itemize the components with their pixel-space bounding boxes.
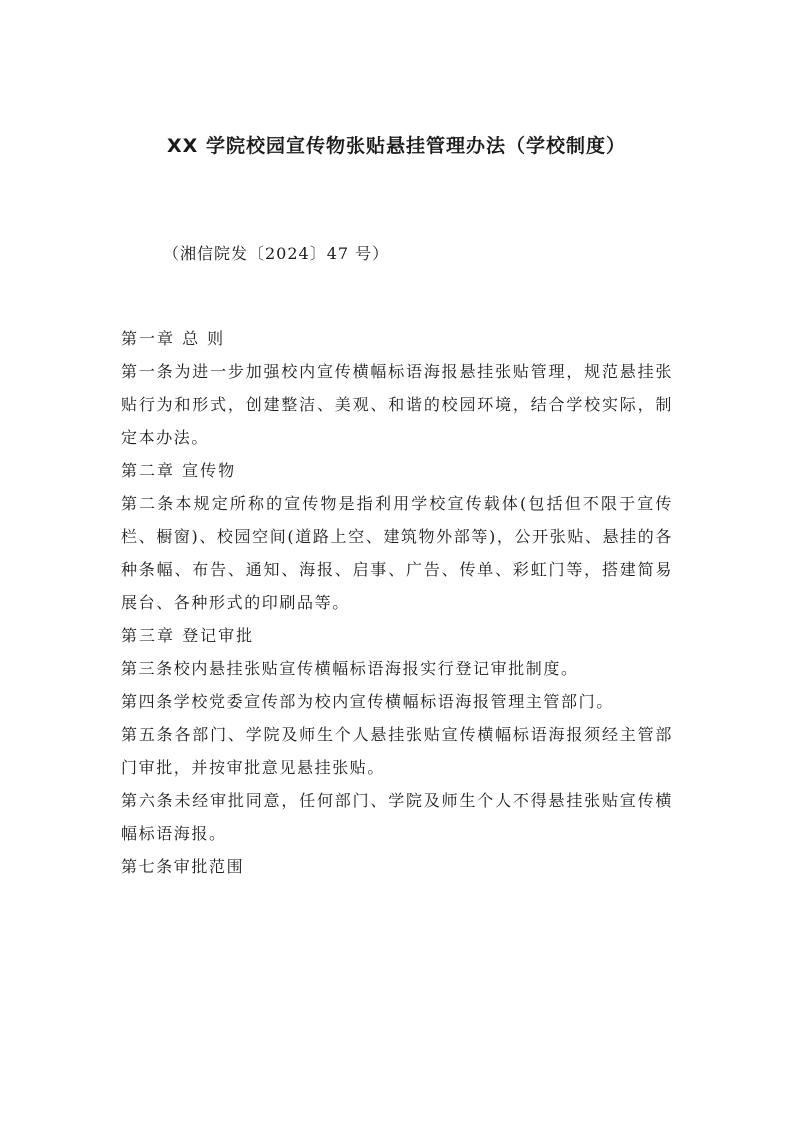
article-paragraph: 第四条学校党委宣传部为校内宣传横幅标语海报管理主管部门。 xyxy=(121,692,614,711)
document-title: XX 学院校园宣传物张贴悬挂管理办法（学校制度） xyxy=(167,135,626,157)
article-paragraph: 第七条审批范围 xyxy=(121,857,245,876)
document-body xyxy=(121,322,673,883)
chapter-heading: 第二章 宣传物 xyxy=(121,461,237,480)
article-paragraph: 第五条各部门、学院及师生个人悬挂张贴宣传横幅标语海报须经主管部门审批，并按审批意见悬挂张贴。 xyxy=(121,725,673,777)
document-number: （湘信院发〔2024〕47 号） xyxy=(163,244,390,263)
chapter-heading: 第一章 总 则 xyxy=(121,329,226,348)
article-paragraph: 第二条本规定所称的宣传物是指利用学校宣传载体(包括但不限于宣传栏、橱窗)、校园空间(道路上空、建筑物外部等)，公开张贴、悬挂的各种条幅、布告、通知、海报、启事、广告、传单、彩虹门等，搭建简易展台、各种形式的印刷品等。 xyxy=(121,494,673,612)
article-paragraph: 第六条未经审批同意，任何部门、学院及师生个人不得悬挂张贴宣传横幅标语海报。 xyxy=(121,791,673,843)
article-paragraph: 第一条为进一步加强校内宣传横幅标语海报悬挂张贴管理，规范悬挂张贴行为和形式，创建整洁、美观、和谐的校园环境，结合学校实际，制定本办法。 xyxy=(121,362,673,447)
chapter-heading: 第三章 登记审批 xyxy=(121,626,255,645)
article-paragraph: 第三条校内悬挂张贴宣传横幅标语海报实行登记审批制度。 xyxy=(121,659,579,678)
